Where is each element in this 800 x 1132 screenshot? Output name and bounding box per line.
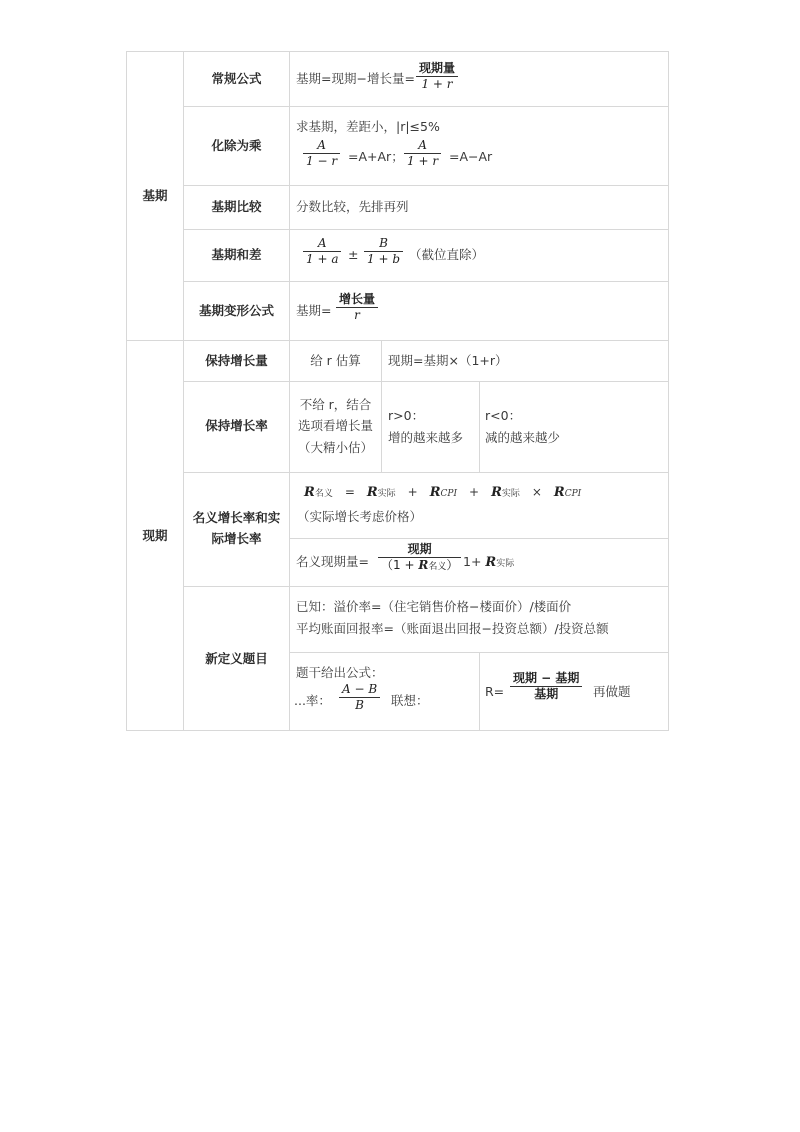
base-variant-prefix: 基期=: [296, 303, 332, 318]
col-divider: [479, 652, 480, 731]
nominal-rate-equation: R名义 = R实际 + RCPI + R实际 × RCPI: [304, 485, 582, 500]
div-to-mul-fraction-1: A 1 − r: [303, 138, 340, 169]
div-to-mul-condition: 求基期，差距小，|r|≤5%: [296, 119, 440, 134]
new-def-fraction: A − B B: [339, 682, 380, 713]
base-sum-operator: ±: [348, 247, 359, 262]
row-divider: [184, 185, 669, 186]
keep-rate-cell3-line2: 减的越来越少: [485, 430, 561, 445]
row-divider: [184, 106, 669, 107]
row-label-keep-rate: 保持增长率: [205, 418, 268, 433]
keep-increment-cell-1: 给 r 估算: [310, 353, 361, 368]
keep-rate-cell1-line1: 不给 r，结合: [299, 397, 372, 412]
col-divider: [381, 341, 382, 472]
row-label-base-compare: 基期比较: [211, 199, 262, 214]
row-divider: [184, 381, 669, 382]
base-compare-text: 分数比较，先排再列: [296, 199, 409, 214]
base-sum-fraction-b: B 1 + b: [364, 236, 403, 267]
keep-increment-cell-2: 现期=基期×（1+r）: [388, 353, 508, 368]
col-divider: [289, 52, 290, 731]
new-def-given-formula: 题干给出公式：: [296, 665, 384, 680]
regular-formula-prefix: 基期=现期−增长量=: [296, 71, 415, 86]
regular-formula-fraction: 现期量 1 + r: [416, 61, 458, 92]
div-to-mul-result-1: =A+Ar；: [348, 149, 404, 164]
new-def-known-line2: 平均账面回报率=（账面退出回报−投资总额）/投资总额: [296, 621, 609, 636]
div-to-mul-fraction-2: A 1 + r: [404, 138, 441, 169]
nominal-current-prefix: 名义现期量=: [296, 554, 369, 569]
base-variant-fraction: 增长量 r: [336, 292, 378, 323]
section-label-current: 现期: [142, 528, 168, 543]
section-divider: [127, 340, 669, 341]
base-sum-note: （截位直除）: [409, 247, 485, 262]
col-divider: [479, 381, 480, 472]
keep-rate-cell3-line1: r<0：: [485, 408, 522, 423]
row-divider: [184, 281, 669, 282]
keep-rate-cell1-line2: 选项看增长量: [297, 418, 373, 433]
base-sum-fraction-a: A 1 + a: [303, 236, 341, 267]
row-label-base-variant: 基期变形公式: [198, 303, 274, 318]
row-label-base-sum-diff: 基期和差: [211, 247, 262, 262]
keep-rate-cell2-line2: 增的越来越多: [388, 430, 464, 445]
row-divider: [184, 586, 669, 587]
row-label-nominal-real-line1: 名义增长率和实: [192, 510, 281, 525]
new-def-known-line1: 已知：溢价率=（住宅销售价格−楼面价）/楼面价: [296, 599, 572, 614]
nominal-rate-note: （实际增长考虑价格）: [297, 509, 423, 524]
new-def-association: 联想：: [391, 693, 429, 708]
new-def-r-prefix: R=: [485, 684, 505, 699]
row-label-div-to-mul: 化除为乘: [211, 138, 262, 153]
row-label-nominal-real-line2: 际增长率: [211, 531, 262, 546]
nominal-current-tail: 1+ R实际: [463, 554, 515, 570]
row-label-new-definition: 新定义题目: [205, 651, 268, 666]
row-label-keep-increment: 保持增长量: [205, 353, 268, 368]
section-label-base: 基期: [142, 188, 168, 203]
row-divider: [290, 538, 669, 539]
formula-table: [126, 51, 669, 731]
new-def-r-fraction: 现期 − 基期 基期: [510, 671, 582, 702]
keep-rate-cell1-line3: （大精小估）: [297, 440, 373, 455]
div-to-mul-result-2: =A−Ar: [449, 149, 493, 164]
new-def-rate-label: ...率：: [294, 693, 331, 708]
row-label-regular-formula: 常规公式: [211, 71, 262, 86]
nominal-current-fraction: 现期 （1 + R名义）: [378, 542, 461, 575]
keep-rate-cell2-line1: r>0：: [388, 408, 425, 423]
row-divider: [184, 229, 669, 230]
new-def-r-tail: 再做题: [593, 684, 631, 699]
row-divider: [184, 472, 669, 473]
